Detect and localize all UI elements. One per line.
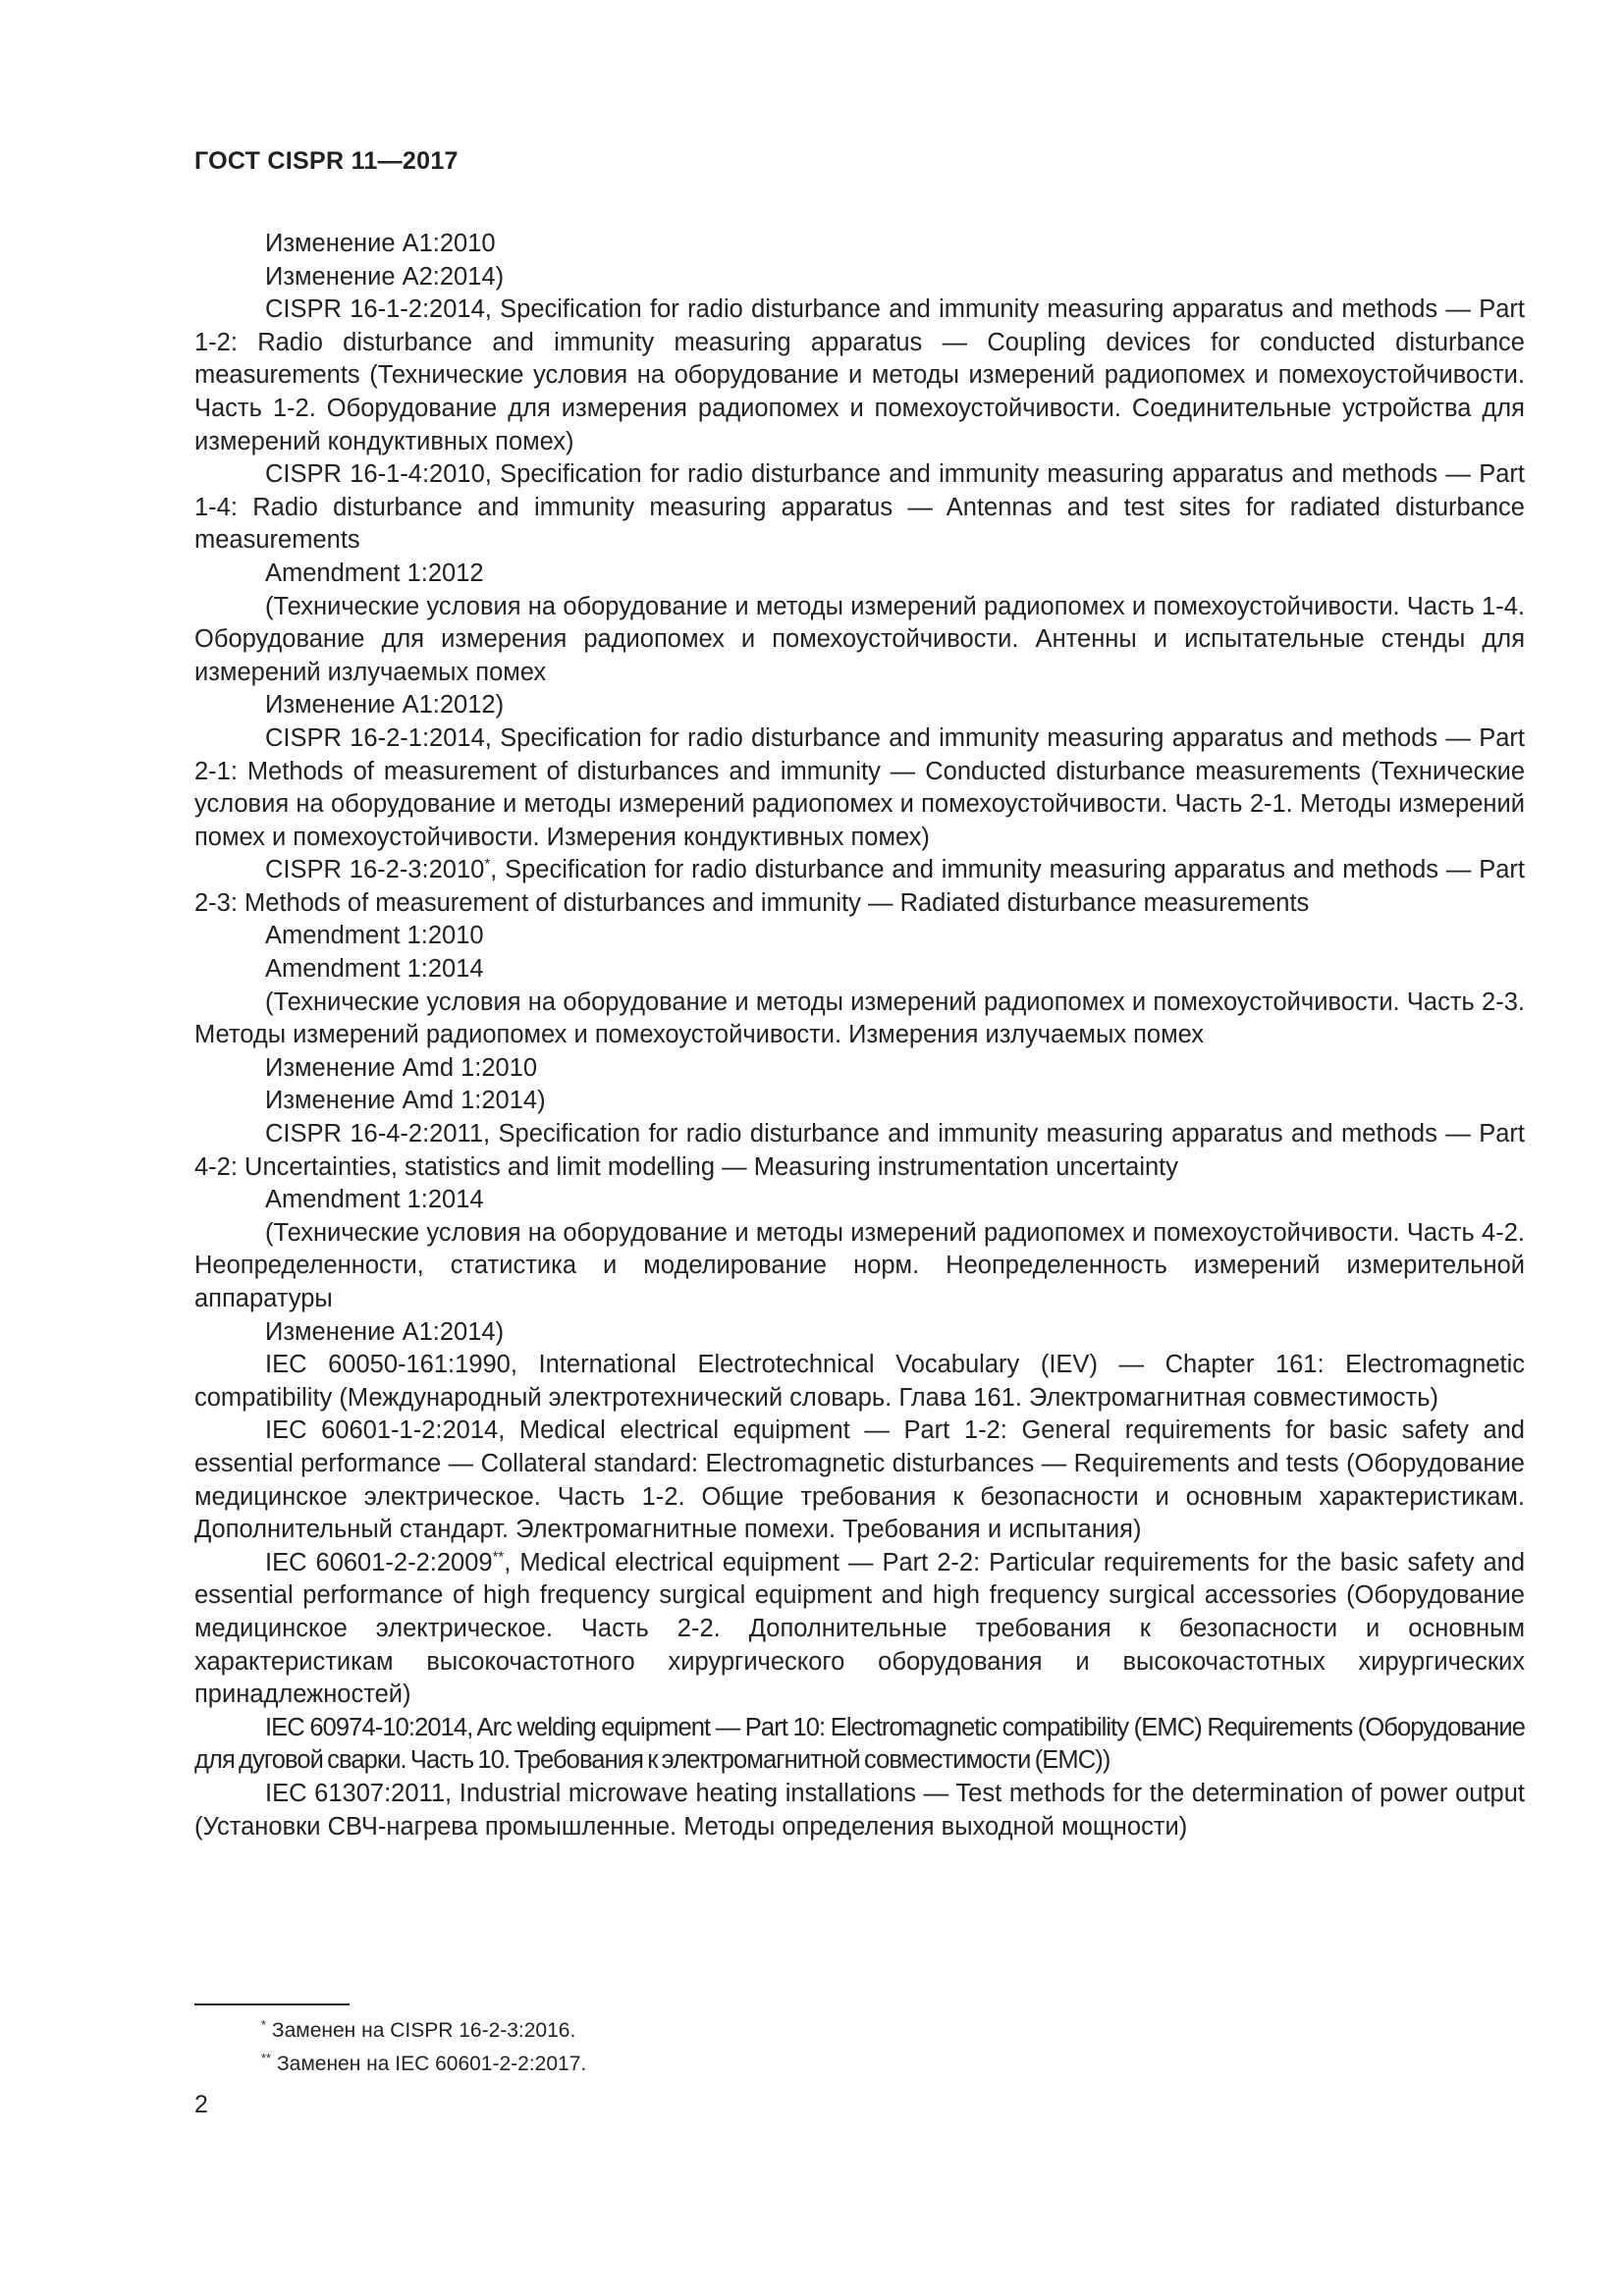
paragraph-text-end: , Specification for radio disturbance and immunity measuring apparatus and methods — Part 2-3: Methods of measurement of disturbances and immunity — Radiated disturbance measurements	[194, 856, 1525, 917]
paragraph: (Технические условия на оборудование и методы измерений радиопомех и помехоустойчивости. Часть 4-2. Неопределенности, статистика и моделирование норм. Неопределенность измерений измерительной аппаратуры	[194, 1218, 1525, 1312]
page-number: 2	[194, 2091, 208, 2118]
paragraph: IEC 60050-161:1990, International Electrotechnical Vocabulary (IEV) — Chapter 161: Electromagnetic compatibility (Международный электротехнический словарь. Глава 161. Электромагнитная совместимость)	[194, 1351, 1525, 1412]
footnote-ref-2: **	[492, 1548, 505, 1566]
paragraph: Изменение A2:2014)	[265, 262, 505, 291]
document-body	[194, 228, 1525, 1843]
paragraph-with-footnote-ref	[194, 1547, 1525, 1712]
paragraph: Изменение Amd 1:2014)	[265, 1087, 546, 1115]
paragraph-text-end: , Medical electrical equipment — Part 2-2: Particular requirements for the basic safety and essential performance of high frequency surgical equipment and high frequency surgical accessories (Оборудование медицинское электрическое. Часть 2-2. Дополнительные требования к безопасности и основным характеристикам высокочастотного хирургического оборудования и высокочастотных хирургических принадлежностей)	[194, 1548, 1526, 1709]
paragraph: CISPR 16-1-2:2014, Specification for radio disturbance and immunity measuring apparatus and methods — Part 1-2: Radio disturbance and immunity measuring apparatus — Coupling devices for conducted disturbance measurements (Технические условия на оборудование и методы измерений радиопомех и помехоустойчивости. Часть 1-2. Оборудование для измерения радиопомех и помехоустойчивости. Соединительные устройства для измерений кондуктивных помех)	[194, 295, 1525, 455]
footnote-1	[261, 2014, 586, 2048]
footnote-divider	[194, 2003, 350, 2005]
paragraph: IEC 61307:2011, Industrial microwave heating installations — Test methods for the determination of power output (Установки СВЧ-нагрева промышленные. Методы определения выходной мощности)	[194, 1779, 1525, 1841]
footnote-mark: **	[261, 2051, 272, 2065]
paragraph: Amendment 1:2014	[265, 955, 484, 984]
document-header: ГОСТ CISPR 11—2017	[194, 147, 459, 175]
paragraph: IEC 60601-1-2:2014, Medical electrical equipment — Part 1-2: General requirements for basic safety and essential performance — Collateral standard: Electromagnetic disturbances — Requirements and tests (Оборудование медицинское электрическое. Часть 1-2. Общие требования к безопасности и основным характеристикам. Дополнительный стандарт. Электромагнитные помехи. Требования и испытания)	[194, 1416, 1525, 1544]
paragraph: Изменение A1:2014)	[265, 1317, 505, 1346]
footnote-mark: *	[261, 2017, 267, 2032]
paragraph: IEC 60974-10:2014, Arc welding equipment — Part 10: Electromagnetic compatibility (EMC) Requirements (Оборудование для дуговой сварки. Часть 10. Требования к электромагнитной совместимости (ЕМС))	[194, 1713, 1525, 1775]
paragraph: CISPR 16-2-1:2014, Specification for radio disturbance and immunity measuring apparatus and methods — Part 2-1: Methods of measurement of disturbances and immunity — Conducted disturbance measurements (Технические условия на оборудование и методы измерений радиопомех и помехоустойчивости. Часть 2-1. Методы измерений помех и помехоустойчивости. Измерения кондуктивных помех)	[194, 723, 1525, 851]
paragraph: Amendment 1:2012	[265, 559, 484, 587]
paragraph: CISPR 16-4-2:2011, Specification for radio disturbance and immunity measuring apparatus and methods — Part 4-2: Uncertainties, statistics and limit modelling — Measuring instrumentation uncertainty	[194, 1120, 1525, 1181]
paragraph: Amendment 1:2010	[265, 922, 484, 950]
paragraph: Изменение A1:2012)	[265, 691, 505, 720]
paragraph-text-start: CISPR 16-2-3:2010	[265, 856, 485, 884]
paragraph: CISPR 16-1-4:2010, Specification for radio disturbance and immunity measuring apparatus and methods — Part 1-4: Radio disturbance and immunity measuring apparatus — Antennas and test sites for radiated disturbance measurements	[194, 460, 1525, 555]
footnotes	[261, 2014, 586, 2081]
paragraph-with-footnote-ref	[194, 854, 1525, 920]
paragraph: Amendment 1:2014	[265, 1186, 484, 1214]
paragraph: Изменение A1:2010	[265, 230, 496, 257]
paragraph: (Технические условия на оборудование и методы измерений радиопомех и помехоустойчивости. Часть 1-4. Оборудование для измерения радиопомех и помехоустойчивости. Антенны и испытательные стенды для измерений излучаемых помех	[194, 592, 1525, 686]
paragraph: Изменение Amd 1:2010	[265, 1053, 538, 1082]
footnote-ref-1: *	[484, 855, 491, 873]
footnote-2	[261, 2048, 586, 2081]
footnote-text: Заменен на IEC 60601-2-2:2017.	[276, 2053, 587, 2075]
paragraph-text-start: IEC 60601-2-2:2009	[265, 1548, 493, 1576]
footnote-text: Заменен на CISPR 16-2-3:2016.	[271, 2019, 576, 2042]
paragraph: (Технические условия на оборудование и методы измерений радиопомех и помехоустойчивости. Часть 2-3. Методы измерений радиопомех и помехоустойчивости. Измерения излучаемых помех	[194, 988, 1525, 1049]
